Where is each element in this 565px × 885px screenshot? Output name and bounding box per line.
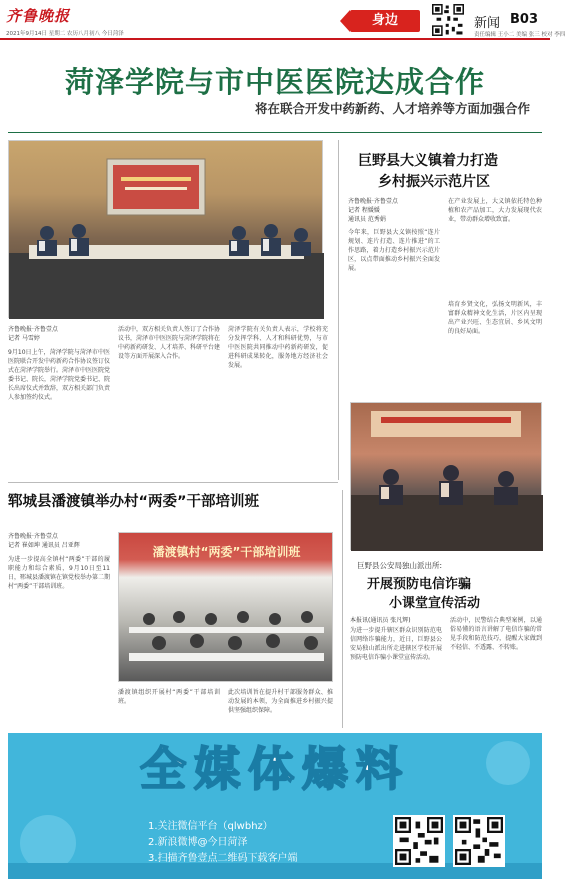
- lead-paragraph: 9月10日上午，菏泽学院与菏泽市中医医院联合开发中药新药合作协议签订仪式在菏泽学院举行。菏泽市中医医院党委书记、院长，菏泽学院党委书记、院长出席仪式并致辞，双方相关部门负责人参加签约仪式。: [8, 349, 111, 401]
- police-byline: 本报讯(通讯员 张凡辉): [350, 617, 411, 624]
- topic-tab: 身边: [350, 10, 420, 32]
- village-paragraph: 在产业发展上，大义镇依托特色种植和农产品加工，大力发展现代农业，带动群众增收致富。: [448, 198, 542, 223]
- village-paragraph: 今年来，巨野县大义镇按照“连片规划、连片打造、连片推进”的工作思路，着力打造乡村振兴示范片区，以点带面推动乡村振兴全面发展。: [348, 229, 440, 272]
- qr-code-icon: [432, 4, 464, 36]
- village-headline-line1: 巨野县大义镇着力打造: [358, 153, 498, 169]
- training-paragraph: 此次培训旨在提升村干部服务群众、推动发展的本领，为全面推进乡村振兴提供坚强组织保障。: [228, 689, 333, 714]
- column-rule: [342, 490, 343, 728]
- lead-paragraph: 菏泽学院有关负责人表示，学校将充分发挥学科、人才和科研优势，与市中医医院共同推动中药新药研发，促进科研成果转化，服务地方经济社会发展。: [228, 326, 328, 369]
- banner-item: 2.新浪微博@今日菏泽: [148, 837, 248, 848]
- training-photo-caption: 潘渡镇组织开展村“两委”干部培训班。: [118, 689, 220, 705]
- village-meeting-illustration: [351, 403, 543, 551]
- police-paragraph: 活动中，民警结合典型案例，以通俗易懂的语言讲解了电信诈骗的常见手段和防范技巧，提醒大家做到不轻信、不透露、不转账。: [450, 617, 542, 651]
- qr-code-icon: [453, 815, 505, 867]
- masthead-rule: [0, 38, 550, 40]
- training-photo: [118, 532, 333, 682]
- banner-item: 3.扫描齐鲁壹点二维码下载客户端: [148, 853, 298, 864]
- page-number: B03: [510, 12, 538, 27]
- village-byline-3: 通讯员 范秀娟: [348, 216, 386, 223]
- lead-rule: [8, 132, 542, 133]
- training-paragraph: 为进一步提高全镇村“两委”干部的履职能力和综合素质，9月10日至11日，郓城县潘渡镇在镇党校举办第二期村“两委”干部培训班。: [8, 556, 111, 590]
- training-byline-2: 记者 崔如坤 通讯员 吕亚辉: [8, 542, 80, 549]
- village-byline-1: 齐鲁晚报·齐鲁壹点: [348, 198, 398, 205]
- newspaper-logo: 齐鲁晚报: [6, 7, 71, 25]
- masthead: [0, 0, 565, 40]
- lead-photo: [8, 140, 323, 318]
- banner-item: 1.关注微信平台（qlwbhz）: [148, 821, 273, 832]
- column-rule: [338, 140, 339, 480]
- village-headline-line2: 乡村振兴示范片区: [378, 174, 490, 190]
- police-label: 巨野县公安局独山派出所:: [357, 561, 443, 570]
- banner-title: 全媒体爆料: [140, 742, 410, 796]
- editor-line: 责任编辑 王小二 美编 张三 校对 李四: [474, 32, 565, 38]
- village-paragraph: 培育乡贤文化，弘扬文明新风，丰富群众精神文化生活，片区内呈现出产业兴旺、生态宜居、乡风文明的良好局面。: [448, 301, 542, 335]
- dateline: 2021年9月14日 星期二 农历八月初八 今日菏泽: [6, 31, 124, 37]
- lead-headline: 菏泽学院与市中医医院达成合作: [64, 65, 485, 99]
- training-headline: 郓城县潘渡镇举办村“两委”干部培训班: [8, 494, 260, 510]
- police-paragraph: 为进一步提升辖区群众识别防范电信网络诈骗能力，近日，巨野县公安局独山派出所走进辖区学校开展预防电信诈骗小课堂宣传活动。: [350, 627, 442, 661]
- qr-code-icon: [393, 815, 445, 867]
- media-banner: [8, 733, 542, 879]
- training-banner-text: 潘渡镇村“两委”干部培训班: [152, 545, 301, 559]
- lead-subheadline: 将在联合开发中药新药、人才培养等方面加强合作: [254, 101, 530, 116]
- lead-paragraph: 活动中，双方相关负责人签订了合作协议书，菏泽市中医医院与菏泽学院将在中药新药研发、人才培养、科研平台建设等方面开展深入合作。: [118, 326, 221, 360]
- classroom-illustration: [119, 533, 334, 683]
- meeting-scene-illustration: [9, 141, 324, 319]
- village-photo: [350, 402, 542, 550]
- lead-byline-1: 齐鲁晚报·齐鲁壹点: [8, 326, 58, 333]
- section-name: 新闻: [474, 16, 501, 31]
- police-headline-line2: 小课堂宣传活动: [389, 596, 481, 611]
- section-rule: [8, 482, 338, 483]
- training-byline-1: 齐鲁晚报·齐鲁壹点: [8, 533, 58, 540]
- lead-byline-2: 记者 马雪婷: [8, 335, 40, 342]
- police-headline-line1: 开展预防电信诈骗: [367, 577, 472, 592]
- village-byline-2: 记者 程媛媛: [348, 207, 380, 214]
